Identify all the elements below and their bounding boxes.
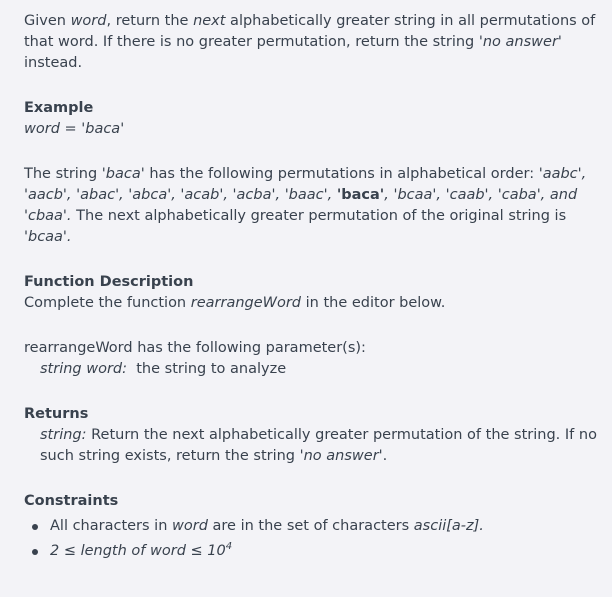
constraint-length <box>50 543 232 559</box>
parameters-intro: rearrangeWord has the following parameter(s): <box>24 340 366 356</box>
parameter-item <box>24 359 604 380</box>
constraint-item <box>24 516 604 537</box>
explanation-word: baca <box>105 166 141 182</box>
function-name: rearrangeWord <box>190 295 302 311</box>
constraints-heading: Constraints <box>24 493 119 509</box>
example-assignment <box>24 119 604 140</box>
function-description-part: in the editor below. <box>301 295 446 311</box>
constraint-item <box>24 541 604 562</box>
intro-text: , return the <box>106 13 194 29</box>
problem-statement <box>24 11 604 562</box>
intro-text: alphabetically greater string in all permutations of that word. If there is no greater permutation, return the string <box>24 13 596 50</box>
intro-text: instead. <box>24 55 83 71</box>
returns-no-answer: no answer <box>303 448 379 464</box>
function-description-heading: Function Description <box>24 274 194 290</box>
intro-next: next <box>193 13 226 29</box>
explanation-text: ' has the following permutations in alphabetical order: <box>140 166 539 182</box>
constraint-word: word <box>172 518 208 534</box>
constraint-set: ascii[a-z]. <box>413 518 484 534</box>
explanation-text: The next alphabetically greater permutation of the original string is <box>71 208 567 224</box>
constraint-length-exponent: 4 <box>225 541 233 553</box>
function-description-part: Complete the function <box>24 295 191 311</box>
intro-no-answer: 'no answer' <box>478 34 562 50</box>
constraint-length-base: 2 ≤ length of word ≤ 10 <box>50 543 226 559</box>
permutation-list: , 'bcaa', 'caab', 'caba', and 'cbaa'. <box>24 187 578 224</box>
intro-word: word <box>70 13 107 29</box>
permutation-list: 'aabc', 'aacb', 'abac', 'abca', 'acab', 'acba', 'baac', <box>24 166 587 203</box>
parameter-description: the string to analyze <box>127 361 287 377</box>
intro-text: Given <box>24 13 71 29</box>
returns-type: string: <box>40 427 87 443</box>
constraints-list <box>24 516 604 562</box>
constraint-text: All characters in <box>50 518 173 534</box>
intro-paragraph <box>24 11 604 74</box>
function-description-text <box>24 293 604 314</box>
returns-heading: Returns <box>24 406 89 422</box>
explanation-text: The string ' <box>24 166 106 182</box>
returns-description: Return the next alphabetically greater permutation of the string. If no such string exists, return the string ' <box>40 427 597 464</box>
example-heading: Example <box>24 100 94 116</box>
parameter-type: string word: <box>40 361 128 377</box>
example-code: word = 'baca' <box>24 121 125 137</box>
constraint-text: are in the set of characters <box>207 518 414 534</box>
explanation-paragraph <box>24 164 604 248</box>
returns-text <box>24 425 604 467</box>
explanation-result: 'bcaa'. <box>24 229 72 245</box>
returns-description: '. <box>378 448 388 464</box>
permutation-current: 'baca' <box>336 187 385 203</box>
